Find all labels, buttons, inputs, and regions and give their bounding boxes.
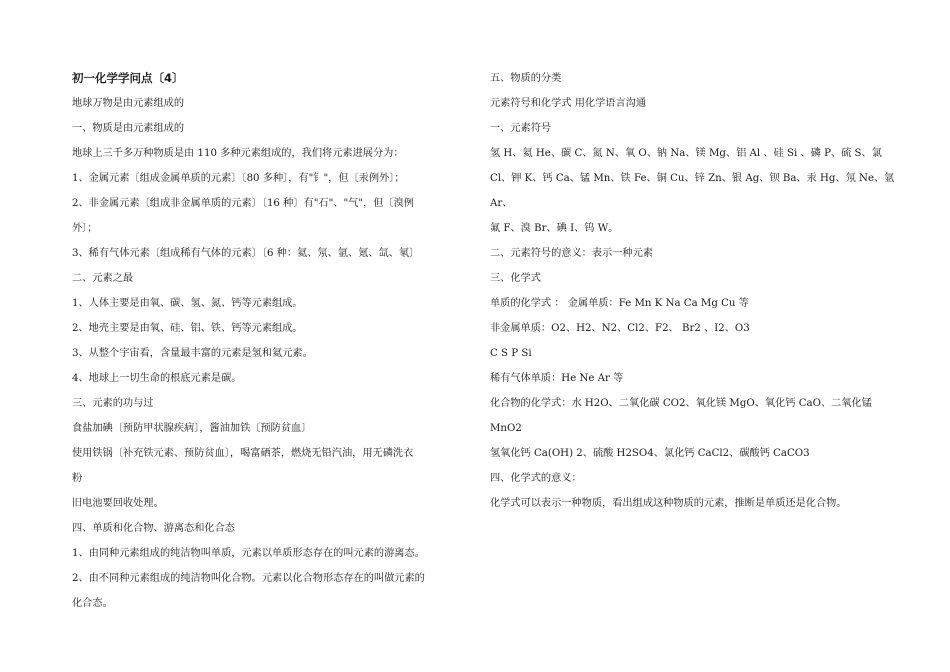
subtitle: 地球万物是由元素组成的 bbox=[72, 98, 185, 109]
text-line: 4、地球上一切生命的根底元素是碳。 bbox=[72, 373, 242, 384]
text-line: 1、由同种元素组成的纯洁物叫单质，元素以单质形态存在的叫元素的游离态。 bbox=[72, 548, 425, 559]
text-line: 旧电池要回收处理。 bbox=[72, 498, 164, 509]
text-line: 非金属单质：O2、H2、N2、Cl2、F2、 Br2 、I2、O3 bbox=[490, 323, 750, 334]
text-line: Cl、钾 K、钙 Ca、锰 Mn、铁 Fe、铜 Cu、锌 Zn、银 Ag、钡 Ba、汞 Hg、氖 Ne、氩 bbox=[490, 173, 895, 184]
text-line: C S P Si bbox=[490, 348, 532, 359]
section-heading-1: 一、物质是由元素组成的 bbox=[72, 123, 185, 134]
text-line: Ar、 bbox=[490, 198, 513, 209]
subsection-heading-3: 三、化学式 bbox=[490, 273, 541, 284]
page-title: 初一化学学问点〔4〕 bbox=[72, 71, 184, 85]
text-line: MnO2 bbox=[490, 423, 522, 434]
text-line: 化合态。 bbox=[72, 598, 113, 609]
subsection-heading-2: 二、元素符号的意义：表示一种元素 bbox=[490, 248, 653, 259]
text-line: 2、地壳主要是由氧、硅、铝、铁、钙等元素组成。 bbox=[72, 323, 303, 334]
text-line: 粉 bbox=[72, 473, 83, 484]
text-line: 1、人体主要是由氧、碳、氢、氮、钙等元素组成。 bbox=[72, 298, 303, 309]
section-heading-2: 二、元素之最 bbox=[72, 273, 134, 284]
text-line: 单质的化学式 ： 金属单质：Fe Mn K Na Ca Mg Cu 等 bbox=[490, 298, 749, 309]
text-line: 氢 H、氦 He、碳 C、氮 N、氧 O、钠 Na、镁 Mg、铝 Al 、硅 Si 、磷 P、硫 S、氯 bbox=[490, 148, 882, 159]
text-line: 外〕； bbox=[72, 223, 98, 234]
text-line: 稀有气体单质：He Ne Ar 等 bbox=[490, 373, 624, 384]
right-column bbox=[490, 66, 895, 516]
text-line: 3、从整个宇宙看，含量最丰富的元素是氢和氦元素。 bbox=[72, 348, 313, 359]
section-heading-3: 三、元素的功与过 bbox=[72, 398, 154, 409]
text-line: 使用铁锅〔补充铁元素、预防贫血〕，喝富硒茶，燃烧无铅汽油，用无磷洗衣 bbox=[72, 448, 414, 459]
text-line: 元素符号和化学式 用化学语言沟通 bbox=[490, 98, 647, 109]
text-line: 2、非金属元素〔组成非金属单质的元素〕〔16 种〕有"石"、"气"，但〔溴例 bbox=[72, 198, 414, 209]
section-heading-5: 五、物质的分类 bbox=[490, 73, 562, 84]
text-line: 氟 F、溴 Br、碘 I、钨 W。 bbox=[490, 223, 619, 234]
section-heading-4: 四、单质和化合物、游离态和化合态 bbox=[72, 523, 235, 534]
text-line: 食盐加碘〔预防甲状腺疾病〕，酱油加铁〔预防贫血〕 bbox=[72, 423, 312, 434]
text-line: 化合物的化学式：水 H2O、二氧化碳 CO2、氧化镁 MgO、氧化钙 CaO、二氧化锰 bbox=[490, 398, 872, 409]
text-line: 氢氧化钙 Ca(OH) 2、硫酸 H2SO4、氯化钙 CaCl2、碳酸钙 CaCO3 bbox=[490, 448, 810, 459]
subsection-heading-1: 一、元素符号 bbox=[490, 123, 552, 134]
text-line: 2、由不同种元素组成的纯洁物叫化合物。元素以化合物形态存在的叫做元素的 bbox=[72, 573, 425, 584]
text-line: 3、稀有气体元素〔组成稀有气体的元素〕〔6 种：氦、氖、氩、氪、氙、氡〕 bbox=[72, 248, 420, 259]
text-line: 化学式可以表示一种物质，看出组成这种物质的元素，推断是单质还是化合物。 bbox=[490, 498, 847, 509]
text-line: 地球上三千多万种物质是由 110 多种元素组成的，我们将元素进展分为： bbox=[72, 148, 404, 159]
text-line: 1、金属元素〔组成金属单质的元素〕〔80 多种〕，有"钅"，但〔汞例外〕； bbox=[72, 173, 405, 184]
subsection-heading-4: 四、化学式的意义： bbox=[490, 473, 582, 484]
left-column bbox=[72, 66, 464, 616]
